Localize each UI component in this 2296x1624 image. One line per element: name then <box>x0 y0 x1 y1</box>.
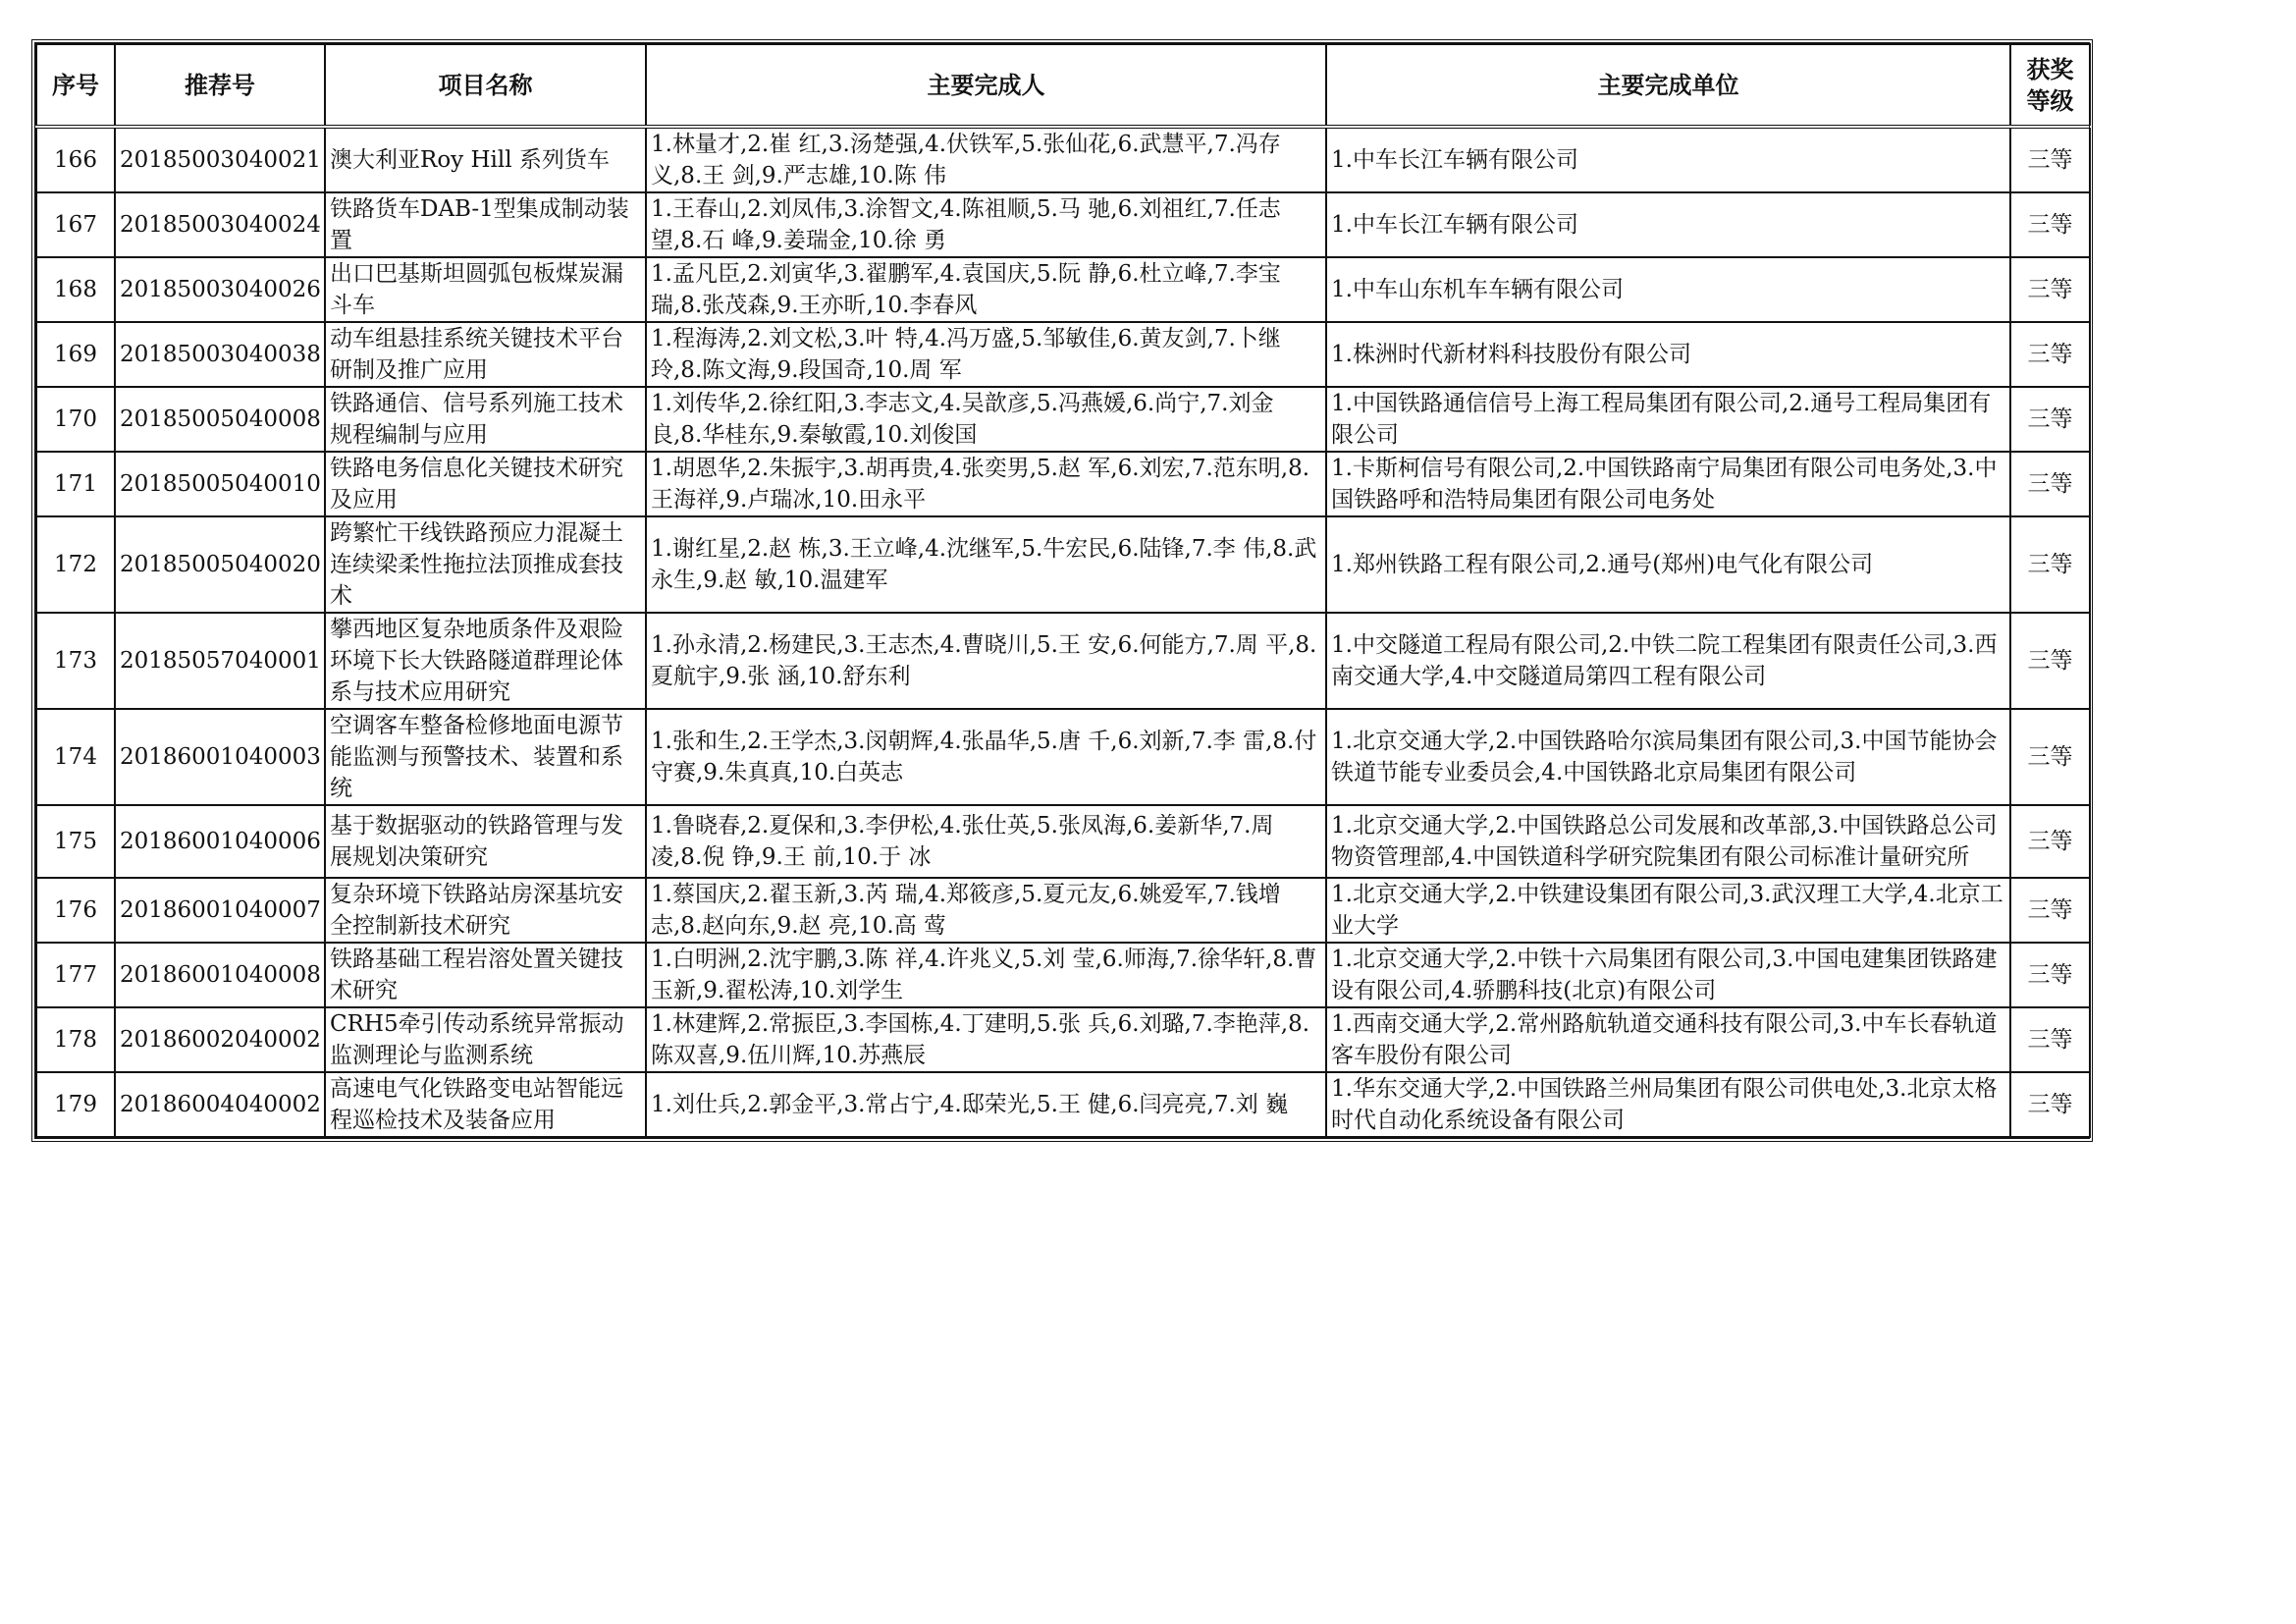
cell-persons: 1.孙永清,2.杨建民,3.王志杰,4.曹晓川,5.王 安,6.何能方,7.周 平,8.夏航宇,9.张 涵,10.舒东利 <box>646 613 1326 709</box>
cell-persons: 1.刘仕兵,2.郭金平,3.常占宁,4.邸荣光,5.王 健,6.闫亮亮,7.刘 巍 <box>646 1072 1326 1137</box>
cell-units: 1.中国铁路通信信号上海工程局集团有限公司,2.通号工程局集团有限公司 <box>1326 387 2010 452</box>
cell-seq: 176 <box>36 878 115 943</box>
table-row <box>36 943 2090 1007</box>
cell-project: 复杂环境下铁路站房深基坑安全控制新技术研究 <box>325 878 646 943</box>
header-award-line2: 等级 <box>2026 86 2074 115</box>
cell-rec-no: 20185003040024 <box>115 192 325 257</box>
cell-rec-no: 20186002040002 <box>115 1007 325 1072</box>
cell-units: 1.北京交通大学,2.中铁十六局集团有限公司,3.中国电建集团铁路建设有限公司,4.骄鹏科技(北京)有限公司 <box>1326 943 2010 1007</box>
cell-award: 三等 <box>2010 1007 2090 1072</box>
cell-persons: 1.鲁晓春,2.夏保和,3.李伊松,4.张仕英,5.张凤海,6.姜新华,7.周 凌,8.倪 铮,9.王 前,10.于 冰 <box>646 805 1326 878</box>
cell-persons: 1.王春山,2.刘凤伟,3.涂智文,4.陈祖顺,5.马 驰,6.刘祖红,7.任志望,8.石 峰,9.姜瑞金,10.徐 勇 <box>646 192 1326 257</box>
cell-seq: 172 <box>36 516 115 613</box>
table-row <box>36 709 2090 805</box>
cell-award: 三等 <box>2010 192 2090 257</box>
cell-rec-no: 20185005040008 <box>115 387 325 452</box>
table-row <box>36 805 2090 878</box>
cell-units: 1.中车山东机车车辆有限公司 <box>1326 257 2010 322</box>
table-row <box>36 452 2090 516</box>
cell-rec-no: 20185003040026 <box>115 257 325 322</box>
cell-seq: 168 <box>36 257 115 322</box>
table-row <box>36 387 2090 452</box>
cell-seq: 174 <box>36 709 115 805</box>
cell-award: 三等 <box>2010 452 2090 516</box>
cell-persons: 1.张和生,2.王学杰,3.闵朝辉,4.张晶华,5.唐 千,6.刘新,7.李 雷,8.付守赛,9.朱真真,10.白英志 <box>646 709 1326 805</box>
cell-seq: 170 <box>36 387 115 452</box>
award-table <box>35 43 2091 1138</box>
cell-award: 三等 <box>2010 516 2090 613</box>
cell-units: 1.中交隧道工程局有限公司,2.中铁二院工程集团有限责任公司,3.西南交通大学,4.中交隧道局第四工程有限公司 <box>1326 613 2010 709</box>
cell-units: 1.郑州铁路工程有限公司,2.通号(郑州)电气化有限公司 <box>1326 516 2010 613</box>
cell-persons: 1.孟凡臣,2.刘寅华,3.翟鹏军,4.袁国庆,5.阮 静,6.杜立峰,7.李宝瑞,8.张茂森,9.王亦昕,10.李春风 <box>646 257 1326 322</box>
cell-units: 1.华东交通大学,2.中国铁路兰州局集团有限公司供电处,3.北京太格时代自动化系统设备有限公司 <box>1326 1072 2010 1137</box>
cell-seq: 179 <box>36 1072 115 1137</box>
cell-rec-no: 20185005040010 <box>115 452 325 516</box>
table-row <box>36 613 2090 709</box>
cell-persons: 1.胡恩华,2.朱振宇,3.胡再贵,4.张奕男,5.赵 军,6.刘宏,7.范东明,8.王海祥,9.卢瑞冰,10.田永平 <box>646 452 1326 516</box>
table-row <box>36 257 2090 322</box>
cell-award: 三等 <box>2010 127 2090 192</box>
header-persons: 主要完成人 <box>646 44 1326 127</box>
cell-project: 动车组悬挂系统关键技术平台研制及推广应用 <box>325 322 646 387</box>
cell-units: 1.西南交通大学,2.常州路航轨道交通科技有限公司,3.中车长春轨道客车股份有限公司 <box>1326 1007 2010 1072</box>
cell-seq: 169 <box>36 322 115 387</box>
cell-project: 铁路基础工程岩溶处置关键技术研究 <box>325 943 646 1007</box>
cell-persons: 1.白明洲,2.沈宇鹏,3.陈 祥,4.许兆义,5.刘 莹,6.师海,7.徐华轩,8.曹玉新,9.翟松涛,10.刘学生 <box>646 943 1326 1007</box>
cell-seq: 175 <box>36 805 115 878</box>
cell-project: 高速电气化铁路变电站智能远程巡检技术及装备应用 <box>325 1072 646 1137</box>
cell-project: 铁路通信、信号系列施工技术规程编制与应用 <box>325 387 646 452</box>
cell-seq: 171 <box>36 452 115 516</box>
cell-units: 1.北京交通大学,2.中国铁路哈尔滨局集团有限公司,3.中国节能协会铁道节能专业委员会,4.中国铁路北京局集团有限公司 <box>1326 709 2010 805</box>
cell-persons: 1.谢红星,2.赵 栋,3.王立峰,4.沈继军,5.牛宏民,6.陆锋,7.李 伟,8.武永生,9.赵 敏,10.温建军 <box>646 516 1326 613</box>
cell-units: 1.北京交通大学,2.中铁建设集团有限公司,3.武汉理工大学,4.北京工业大学 <box>1326 878 2010 943</box>
cell-project: 跨繁忙干线铁路预应力混凝土连续梁柔性拖拉法顶推成套技术 <box>325 516 646 613</box>
cell-award: 三等 <box>2010 1072 2090 1137</box>
cell-project: 铁路货车DAB-1型集成制动装置 <box>325 192 646 257</box>
header-award-line1: 获奖 <box>2026 55 2074 83</box>
cell-rec-no: 20186001040003 <box>115 709 325 805</box>
cell-rec-no: 20185003040038 <box>115 322 325 387</box>
cell-units: 1.中车长江车辆有限公司 <box>1326 192 2010 257</box>
table-row <box>36 127 2090 192</box>
header-seq: 序号 <box>36 44 115 127</box>
cell-project: 基于数据驱动的铁路管理与发展规划决策研究 <box>325 805 646 878</box>
cell-rec-no: 20186001040008 <box>115 943 325 1007</box>
header-units: 主要完成单位 <box>1326 44 2010 127</box>
cell-seq: 167 <box>36 192 115 257</box>
cell-seq: 177 <box>36 943 115 1007</box>
cell-project: 攀西地区复杂地质条件及艰险环境下长大铁路隧道群理论体系与技术应用研究 <box>325 613 646 709</box>
table-row <box>36 1072 2090 1137</box>
cell-rec-no: 20186001040006 <box>115 805 325 878</box>
cell-persons: 1.蔡国庆,2.翟玉新,3.芮 瑞,4.郑筱彦,5.夏元友,6.姚爱军,7.钱增志,8.赵向东,9.赵 亮,10.高 莺 <box>646 878 1326 943</box>
table-row <box>36 878 2090 943</box>
cell-persons: 1.林量才,2.崔 红,3.汤楚强,4.伏铁军,5.张仙花,6.武慧平,7.冯存义,8.王 剑,9.严志雄,10.陈 伟 <box>646 127 1326 192</box>
award-table-frame <box>31 39 2093 1142</box>
cell-award: 三等 <box>2010 943 2090 1007</box>
header-award <box>2010 44 2090 127</box>
cell-seq: 173 <box>36 613 115 709</box>
cell-seq: 178 <box>36 1007 115 1072</box>
cell-project: CRH5牵引传动系统异常振动监测理论与监测系统 <box>325 1007 646 1072</box>
cell-units: 1.卡斯柯信号有限公司,2.中国铁路南宁局集团有限公司电务处,3.中国铁路呼和浩特局集团有限公司电务处 <box>1326 452 2010 516</box>
cell-units: 1.株洲时代新材料科技股份有限公司 <box>1326 322 2010 387</box>
cell-award: 三等 <box>2010 387 2090 452</box>
table-row <box>36 322 2090 387</box>
cell-rec-no: 20185005040020 <box>115 516 325 613</box>
cell-rec-no: 20186004040002 <box>115 1072 325 1137</box>
cell-persons: 1.刘传华,2.徐红阳,3.李志文,4.吴歆彦,5.冯燕媛,6.尚宁,7.刘金良,8.华桂东,9.秦敏霞,10.刘俊国 <box>646 387 1326 452</box>
cell-project: 空调客车整备检修地面电源节能监测与预警技术、装置和系统 <box>325 709 646 805</box>
table-row <box>36 1007 2090 1072</box>
cell-award: 三等 <box>2010 613 2090 709</box>
table-row <box>36 516 2090 613</box>
cell-project: 出口巴基斯坦圆弧包板煤炭漏斗车 <box>325 257 646 322</box>
cell-seq: 166 <box>36 127 115 192</box>
cell-units: 1.北京交通大学,2.中国铁路总公司发展和改革部,3.中国铁路总公司物资管理部,4.中国铁道科学研究院集团有限公司标准计量研究所 <box>1326 805 2010 878</box>
cell-persons: 1.程海涛,2.刘文松,3.叶 特,4.冯万盛,5.邹敏佳,6.黄友剑,7.卜继玲,8.陈文海,9.段国奇,10.周 军 <box>646 322 1326 387</box>
table-body <box>36 127 2090 1137</box>
cell-rec-no: 20185003040021 <box>115 127 325 192</box>
header-rec-no: 推荐号 <box>115 44 325 127</box>
cell-award: 三等 <box>2010 805 2090 878</box>
cell-rec-no: 20186001040007 <box>115 878 325 943</box>
cell-project: 铁路电务信息化关键技术研究及应用 <box>325 452 646 516</box>
header-project: 项目名称 <box>325 44 646 127</box>
cell-units: 1.中车长江车辆有限公司 <box>1326 127 2010 192</box>
cell-project: 澳大利亚Roy Hill 系列货车 <box>325 127 646 192</box>
cell-award: 三等 <box>2010 878 2090 943</box>
header-row <box>36 44 2090 127</box>
table-row <box>36 192 2090 257</box>
cell-persons: 1.林建辉,2.常振臣,3.李国栋,4.丁建明,5.张 兵,6.刘璐,7.李艳萍,8.陈双喜,9.伍川辉,10.苏燕辰 <box>646 1007 1326 1072</box>
cell-award: 三等 <box>2010 322 2090 387</box>
cell-rec-no: 20185057040001 <box>115 613 325 709</box>
cell-award: 三等 <box>2010 709 2090 805</box>
cell-award: 三等 <box>2010 257 2090 322</box>
